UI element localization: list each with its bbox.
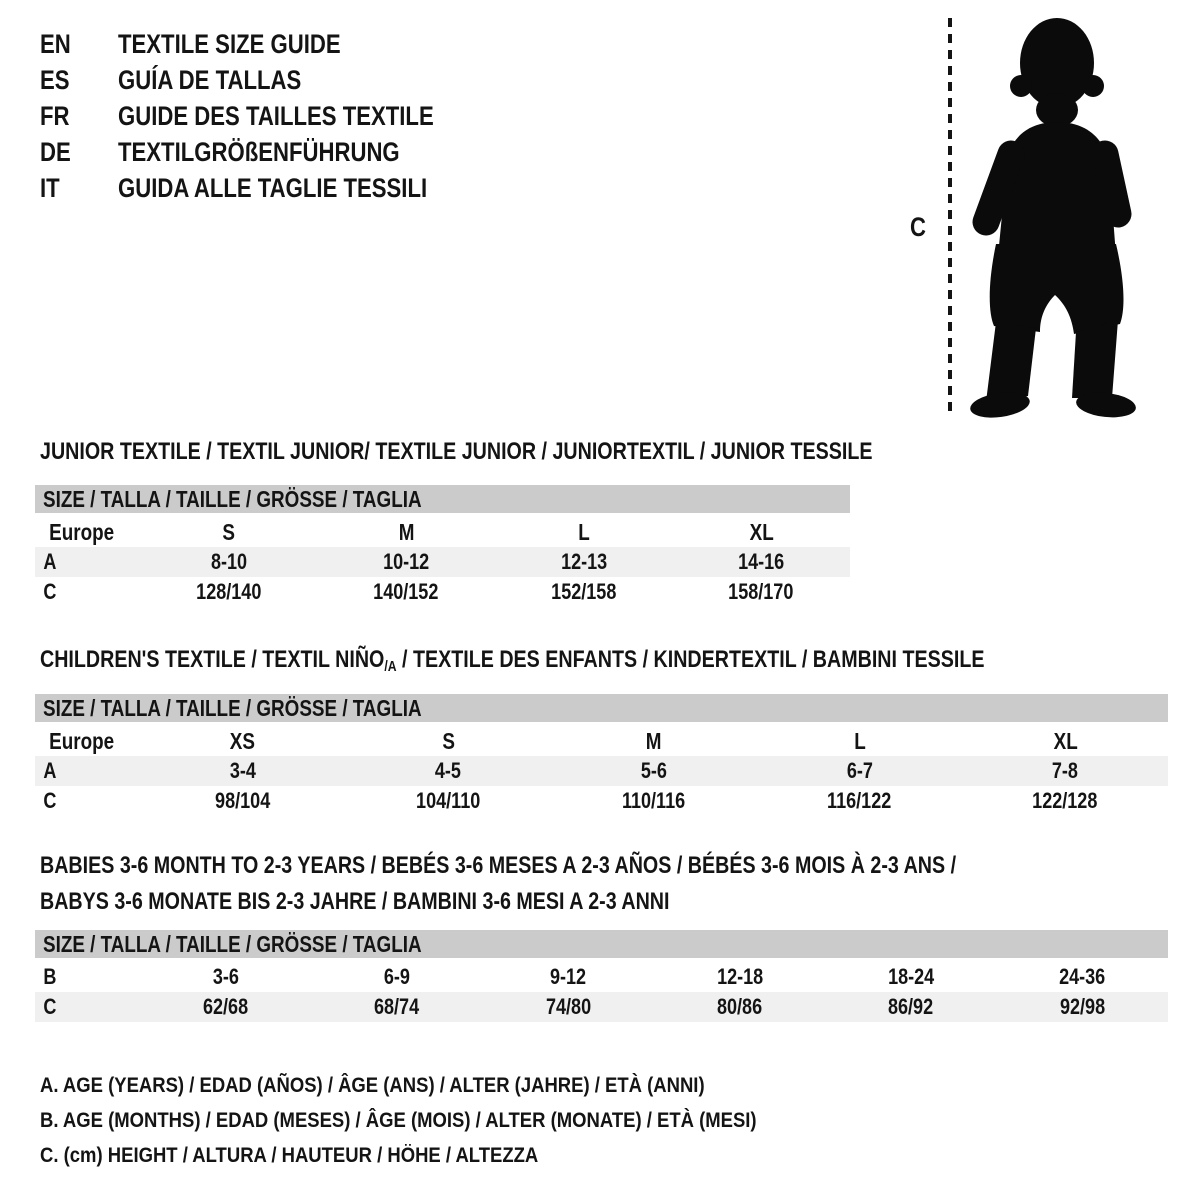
size-cell: XL — [749, 518, 774, 545]
size-cell: L — [853, 727, 866, 754]
value-cell: 6-7 — [846, 758, 873, 783]
language-code: FR — [40, 100, 70, 131]
language-label: GUIDA ALLE TAGLIE TESSILI — [118, 172, 428, 203]
value-cell: 92/98 — [1059, 994, 1105, 1019]
value-cell: 10-12 — [383, 549, 430, 574]
value-cell: 5-6 — [640, 758, 668, 783]
language-code: EN — [40, 28, 71, 59]
language-label: TEXTILGRÖßENFÜHRUNG — [118, 136, 400, 167]
value-cell: 6-9 — [383, 964, 411, 989]
value-cell: 4-5 — [435, 758, 462, 783]
language-code: IT — [40, 172, 60, 203]
height-label-c: C — [910, 212, 926, 242]
row-label: A — [43, 549, 57, 574]
size-header-bar: SIZE / TALLA / TAILLE / GRÖSSE / TAGLIA — [35, 930, 1168, 958]
table-row-a — [35, 547, 850, 577]
value-cell: 62/68 — [203, 994, 249, 1019]
legend-notes — [40, 1068, 854, 1173]
table-row-b — [35, 962, 1168, 992]
value-cell: 24-36 — [1059, 964, 1106, 989]
language-label: GUIDE DES TAILLES TEXTILE — [118, 100, 434, 131]
note-a: A. AGE (YEARS) / EDAD (AÑOS) / ÂGE (ANS) / ALTER (JAHRE) / ETÀ (ANNI) — [40, 1074, 705, 1097]
language-label: GUÍA DE TALLAS — [118, 64, 302, 95]
title-subscript: /A — [384, 659, 397, 676]
row-label: C — [43, 994, 57, 1019]
toddler-silhouette-icon — [966, 16, 1140, 418]
size-cell: S — [222, 518, 236, 545]
row-label: B — [43, 964, 57, 989]
language-label: TEXTILE SIZE GUIDE — [118, 28, 341, 59]
table-row-c — [35, 577, 850, 607]
language-row — [40, 26, 503, 62]
language-row — [40, 134, 503, 170]
size-cell: M — [398, 518, 415, 545]
language-code: ES — [40, 64, 70, 95]
value-cell: 110/116 — [622, 788, 686, 813]
value-cell: 14-16 — [738, 549, 785, 574]
value-cell: 98/104 — [215, 788, 271, 813]
babies-size-table — [35, 930, 1168, 1022]
value-cell: 74/80 — [545, 994, 591, 1019]
language-row — [40, 170, 503, 206]
value-cell: 122/128 — [1032, 788, 1098, 813]
value-cell: 86/92 — [888, 994, 934, 1019]
value-cell: 3-6 — [212, 964, 239, 989]
junior-section-title: JUNIOR TEXTILE / TEXTIL JUNIOR/ TEXTILE JUNIOR / JUNIORTEXTIL / JUNIOR TESSILE — [40, 438, 873, 465]
value-cell: 116/122 — [827, 788, 892, 813]
height-measure-dashed-line — [948, 18, 952, 414]
junior-size-table — [35, 485, 850, 607]
table-row-a — [35, 756, 1168, 786]
value-cell: 68/74 — [374, 994, 420, 1019]
babies-title-line2: BABYS 3-6 MONATE BIS 2-3 JAHRE / BAMBINI 3-6 MESI A 2-3 ANNI — [40, 888, 670, 915]
value-cell: 12-13 — [560, 549, 607, 574]
value-cell: 152/158 — [551, 579, 617, 604]
value-cell: 3-4 — [229, 758, 256, 783]
row-label: A — [43, 758, 57, 783]
value-cell: 18-24 — [887, 964, 935, 989]
value-cell: 104/110 — [416, 788, 481, 813]
language-list — [40, 26, 503, 206]
row-label: Europe — [49, 518, 115, 545]
language-row — [40, 98, 503, 134]
value-cell: 80/86 — [717, 994, 763, 1019]
language-code: DE — [40, 136, 71, 167]
size-cell: L — [577, 518, 590, 545]
value-cell: 158/170 — [728, 579, 794, 604]
children-size-table — [35, 694, 1168, 816]
size-cell: M — [646, 727, 662, 754]
row-label: C — [43, 788, 57, 813]
size-cell: S — [442, 727, 455, 754]
language-row — [40, 62, 503, 98]
babies-section-title — [40, 848, 1157, 920]
table-row-europe — [35, 517, 850, 547]
table-row-c — [35, 786, 1168, 816]
value-cell: 9-12 — [550, 964, 587, 989]
babies-title-line1: BABIES 3-6 MONTH TO 2-3 YEARS / BEBÉS 3-6 MESES A 2-3 AÑOS / BÉBÉS 3-6 MOIS À 2-3 ANS / — [40, 852, 957, 879]
value-cell: 12-18 — [716, 964, 763, 989]
row-label: Europe — [49, 727, 115, 754]
value-cell: 128/140 — [196, 579, 262, 604]
children-section-title: CHILDREN'S TEXTILE / TEXTIL NIÑO/A / TEXTILE DES ENFANTS / KINDERTEXTIL / BAMBINI TESSILE — [40, 646, 985, 676]
note-c: C. (cm) HEIGHT / ALTURA / HAUTEUR / HÖHE / ALTEZZA — [40, 1144, 539, 1167]
value-cell: 8-10 — [210, 549, 247, 574]
note-b: B. AGE (MONTHS) / EDAD (MESES) / ÂGE (MOIS) / ALTER (MONATE) / ETÀ (MESI) — [40, 1109, 757, 1132]
size-header-bar: SIZE / TALLA / TAILLE / GRÖSSE / TAGLIA — [35, 694, 1168, 722]
row-label: C — [43, 579, 57, 604]
value-cell: 7-8 — [1052, 758, 1079, 783]
size-cell: XS — [230, 727, 256, 754]
size-header-bar: SIZE / TALLA / TAILLE / GRÖSSE / TAGLIA — [35, 485, 850, 513]
table-row-c — [35, 992, 1168, 1022]
table-row-europe — [35, 726, 1168, 756]
size-cell: XL — [1053, 727, 1078, 754]
value-cell: 140/152 — [373, 579, 439, 604]
